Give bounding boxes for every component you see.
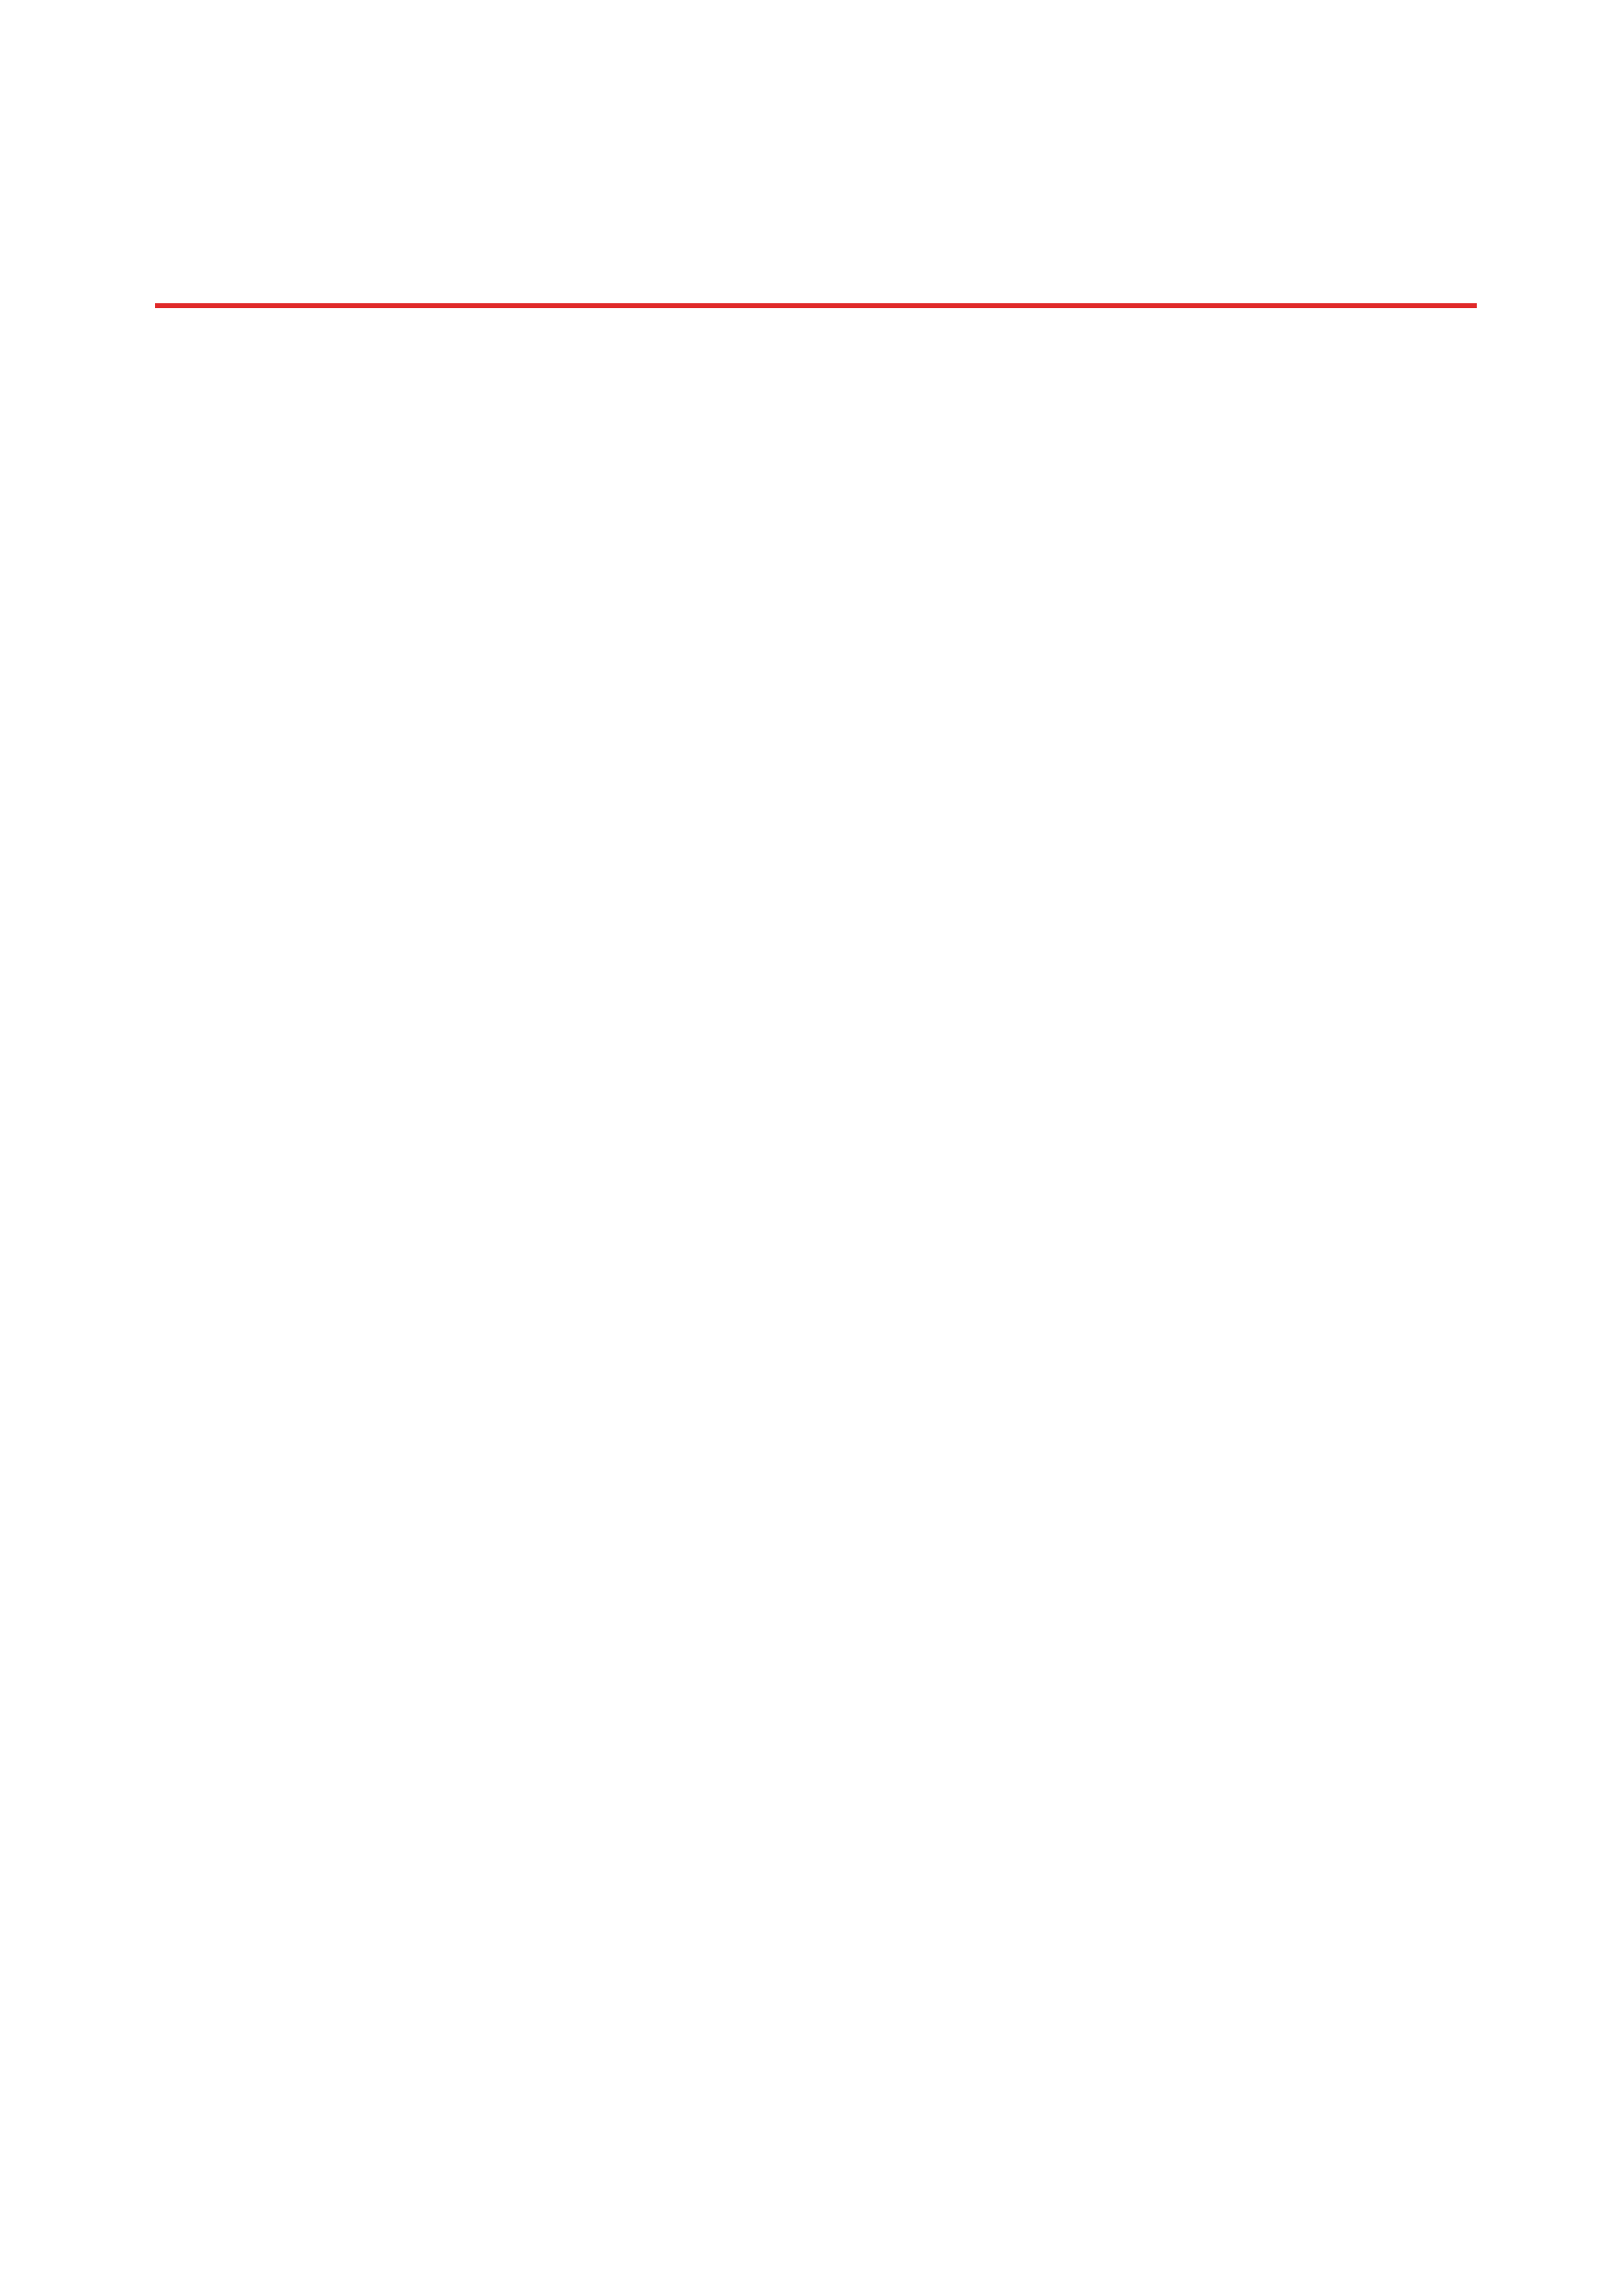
document-body — [218, 441, 1493, 448]
letterhead-divider — [155, 303, 1477, 308]
